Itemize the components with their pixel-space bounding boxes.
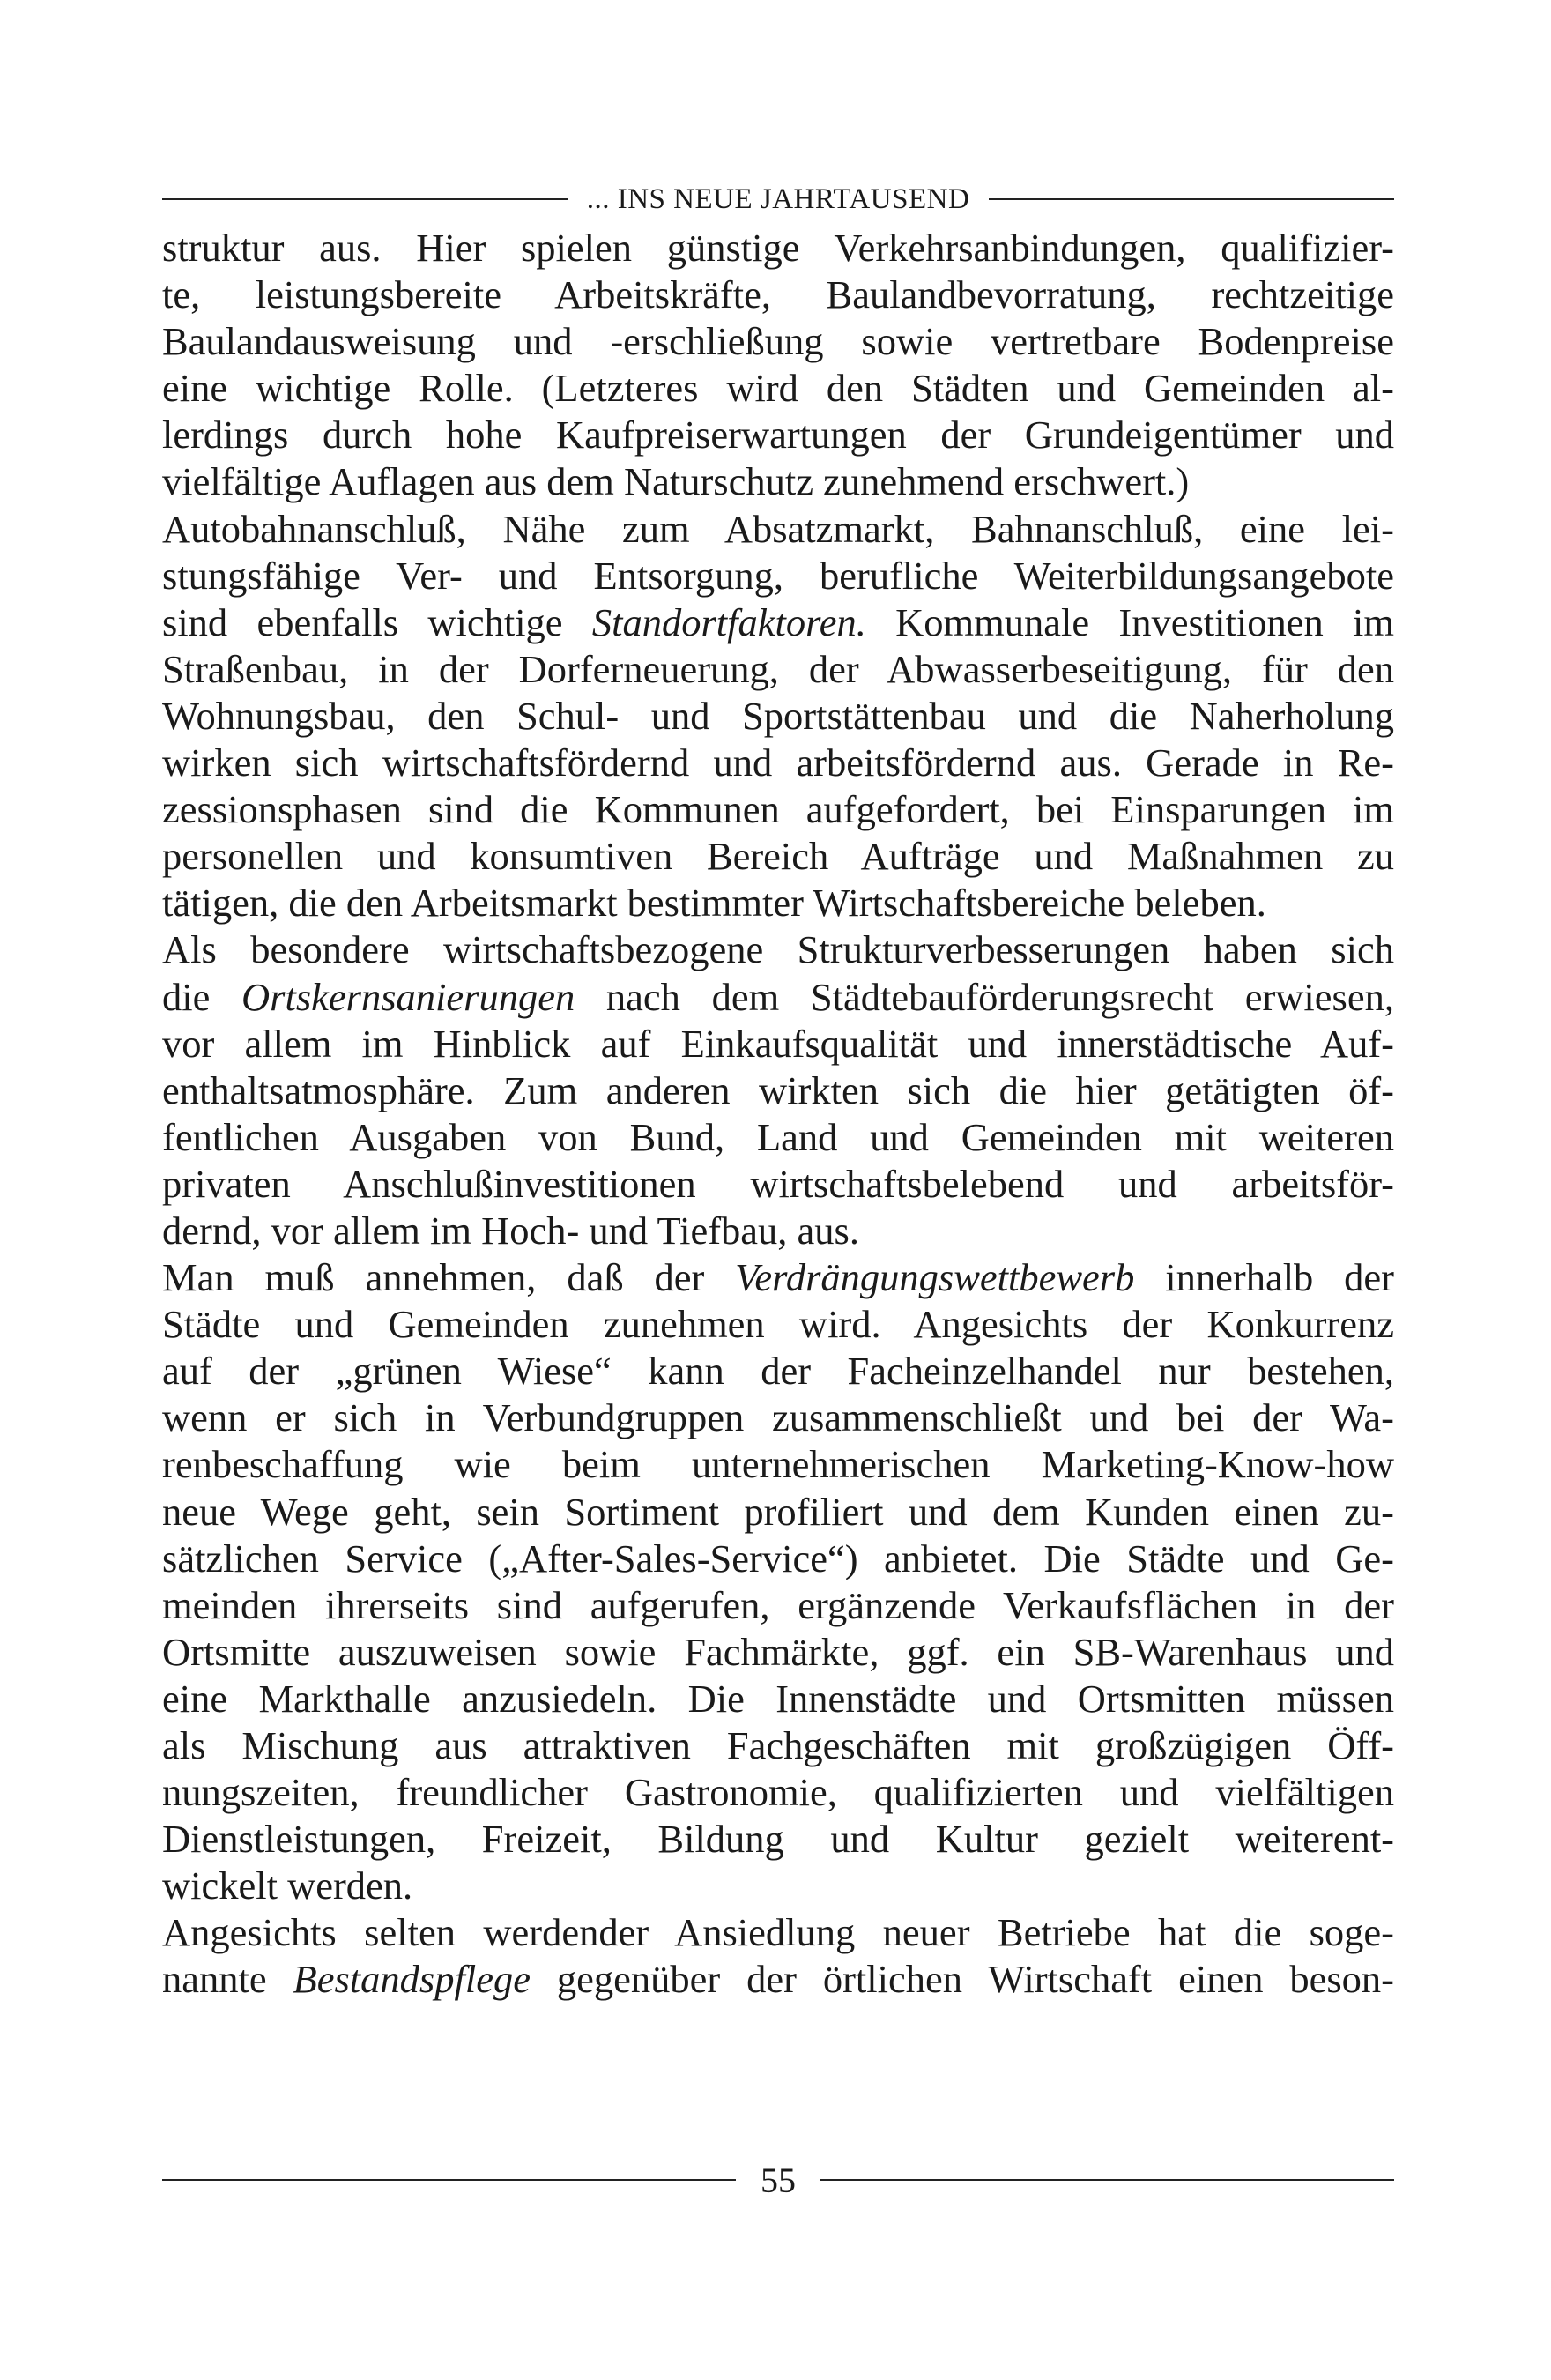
text-segment: eine Markthalle anzusiedeln. Die Innenstädte und Ortsmitten müssen — [162, 1676, 1394, 1721]
text-segment: Baulandausweisung und -erschließung sowie vertretbare Bodenpreise — [162, 319, 1394, 364]
running-title: ... INS NEUE JAHRTAUSEND — [586, 182, 970, 215]
text-line — [162, 271, 1394, 318]
text-line — [162, 786, 1394, 833]
text-line — [162, 412, 1394, 458]
text-segment: sätzlichen Service („After-Sales-Service“) anbietet. Die Städte und Ge- — [162, 1536, 1394, 1580]
text-segment: wirken sich wirtschaftsfördernd und arbeitsfördernd aus. Gerade in Re- — [162, 740, 1394, 785]
italic-term: Bestandspflege — [293, 1957, 531, 2002]
text-line — [162, 1067, 1394, 1114]
text-segment: struktur aus. Hier spielen günstige Verkehrsanbindungen, qualifizier- — [162, 226, 1394, 270]
text-line — [162, 1722, 1394, 1769]
text-segment: te, leistungsbereite Arbeitskräfte, Baulandbevorratung, rechtzeitige — [162, 272, 1394, 317]
text-line — [162, 880, 1394, 926]
italic-term: Standortfaktoren. — [591, 599, 866, 644]
text-segment: enthaltsatmosphäre. Zum anderen wirkten sich die hier getätigten öf- — [162, 1067, 1394, 1112]
text-line — [162, 1676, 1394, 1722]
text-line — [162, 974, 1394, 1021]
text-segment: auf der „grünen Wiese“ kann der Facheinzelhandel nur bestehen, — [162, 1349, 1394, 1394]
text-line — [162, 1301, 1394, 1348]
text-line — [162, 1816, 1394, 1863]
text-segment: privaten Anschlußinvestitionen wirtschaftsbelebend und arbeitsför- — [162, 1161, 1394, 1206]
header-rule-left — [162, 198, 568, 200]
text-segment: renbeschaffung wie beim unternehmerischen Marketing-Know-how — [162, 1442, 1394, 1487]
text-segment: eine wichtige Rolle. (Letzteres wird den Städten und Gemeinden al- — [162, 366, 1394, 411]
text-segment: dernd, vor allem im Hoch- und Tiefbau, aus. — [162, 1208, 859, 1253]
text-line — [162, 740, 1394, 786]
footer-rule-right — [820, 2179, 1394, 2181]
text-line — [162, 1254, 1394, 1301]
text-line — [162, 225, 1394, 271]
text-line — [162, 1348, 1394, 1395]
text-segment: tätigen, die den Arbeitsmarkt bestimmter Wirtschaftsbereiche beleben. — [162, 881, 1266, 926]
text-segment: Städte und Gemeinden zunehmen wird. Angesichts der Konkurrenz — [162, 1302, 1394, 1347]
text-line — [162, 1909, 1394, 1956]
text-segment: Als besondere wirtschaftsbezogene Strukturverbesserungen haben sich — [162, 927, 1394, 972]
text-line — [162, 1395, 1394, 1441]
text-line — [162, 1582, 1394, 1629]
text-segment: wenn er sich in Verbundgruppen zusammenschließt und bei der Wa- — [162, 1395, 1394, 1440]
text-segment: personellen und konsumtiven Bereich Aufträge und Maßnahmen zu — [162, 834, 1394, 879]
text-segment: meinden ihrerseits sind aufgerufen, ergänzende Verkaufsflächen in der — [162, 1582, 1394, 1627]
text-segment: vor allem im Hinblick auf Einkaufsqualität und innerstädtische Auf- — [162, 1021, 1394, 1066]
text-line — [162, 1536, 1394, 1582]
text-line — [162, 1208, 1394, 1254]
text-line — [162, 1769, 1394, 1816]
text-line — [162, 1863, 1394, 1909]
text-line — [162, 365, 1394, 412]
text-segment: Man muß annehmen, daß der — [162, 1255, 736, 1300]
text-line — [162, 1021, 1394, 1067]
text-segment: Dienstleistungen, Freizeit, Bildung und Kultur gezielt weiterent- — [162, 1817, 1394, 1862]
text-segment: gegenüber der örtlichen Wirtschaft einen beson- — [530, 1957, 1394, 2002]
text-line — [162, 926, 1394, 973]
text-line — [162, 599, 1394, 646]
text-segment: die — [162, 974, 242, 1019]
text-segment: fentlichen Ausgaben von Bund, Land und Gemeinden mit weiteren — [162, 1114, 1394, 1159]
text-line — [162, 1629, 1394, 1676]
text-segment: Wohnungsbau, den Schul- und Sportstättenbau und die Naherholung — [162, 693, 1394, 738]
text-segment: als Mischung aus attraktiven Fachgeschäften mit großzügigen Öff- — [162, 1723, 1394, 1767]
text-segment: Ortsmitte auszuweisen sowie Fachmärkte, ggf. ein SB-Warenhaus und — [162, 1629, 1394, 1674]
running-header — [162, 180, 1394, 219]
text-segment: nungszeiten, freundlicher Gastronomie, qualifizierten und vielfältigen — [162, 1770, 1394, 1815]
text-line — [162, 458, 1394, 505]
text-segment: sind ebenfalls wichtige — [162, 599, 592, 644]
text-segment: Angesichts selten werdender Ansiedlung neuer Betriebe hat die soge- — [162, 1910, 1394, 1955]
text-segment: wickelt werden. — [162, 1863, 413, 1908]
text-line — [162, 1956, 1394, 2003]
text-segment: stungsfähige Ver- und Entsorgung, berufliche Weiterbildungsangebote — [162, 553, 1394, 598]
text-line — [162, 693, 1394, 740]
page-footer — [162, 2158, 1394, 2202]
text-segment: Straßenbau, in der Dorferneuerung, der Abwasserbeseitigung, für den — [162, 646, 1394, 691]
text-segment: zessionsphasen sind die Kommunen aufgefordert, bei Einsparungen im — [162, 787, 1394, 832]
text-line — [162, 1114, 1394, 1161]
footer-rule-left — [162, 2179, 736, 2181]
text-line — [162, 646, 1394, 693]
text-segment: innerhalb der — [1134, 1255, 1394, 1300]
italic-term: Ortskernsanierungen — [241, 974, 575, 1019]
text-line — [162, 833, 1394, 880]
text-segment: neue Wege geht, sein Sortiment profiliert und dem Kunden einen zu- — [162, 1489, 1394, 1534]
text-segment: vielfältige Auflagen aus dem Naturschutz zunehmend erschwert.) — [162, 459, 1190, 504]
text-line — [162, 318, 1394, 365]
text-line — [162, 1441, 1394, 1488]
text-line — [162, 506, 1394, 553]
text-segment: nannte — [162, 1957, 293, 2002]
text-segment: Kommunale Investitionen im — [865, 599, 1394, 644]
italic-term: Verdrängungswettbewerb — [735, 1255, 1135, 1300]
text-segment: Autobahnanschluß, Nähe zum Absatzmarkt, Bahnanschluß, eine lei- — [162, 506, 1394, 551]
header-rule-right — [989, 198, 1394, 200]
body-text — [162, 225, 1394, 2004]
text-line — [162, 1489, 1394, 1536]
text-line — [162, 1161, 1394, 1208]
text-segment: lerdings durch hohe Kaufpreiserwartungen der Grundeigentümer und — [162, 413, 1394, 457]
page-number: 55 — [761, 2160, 796, 2200]
text-line — [162, 553, 1394, 599]
text-segment: nach dem Städtebauförderungsrecht erwiesen, — [575, 974, 1394, 1019]
